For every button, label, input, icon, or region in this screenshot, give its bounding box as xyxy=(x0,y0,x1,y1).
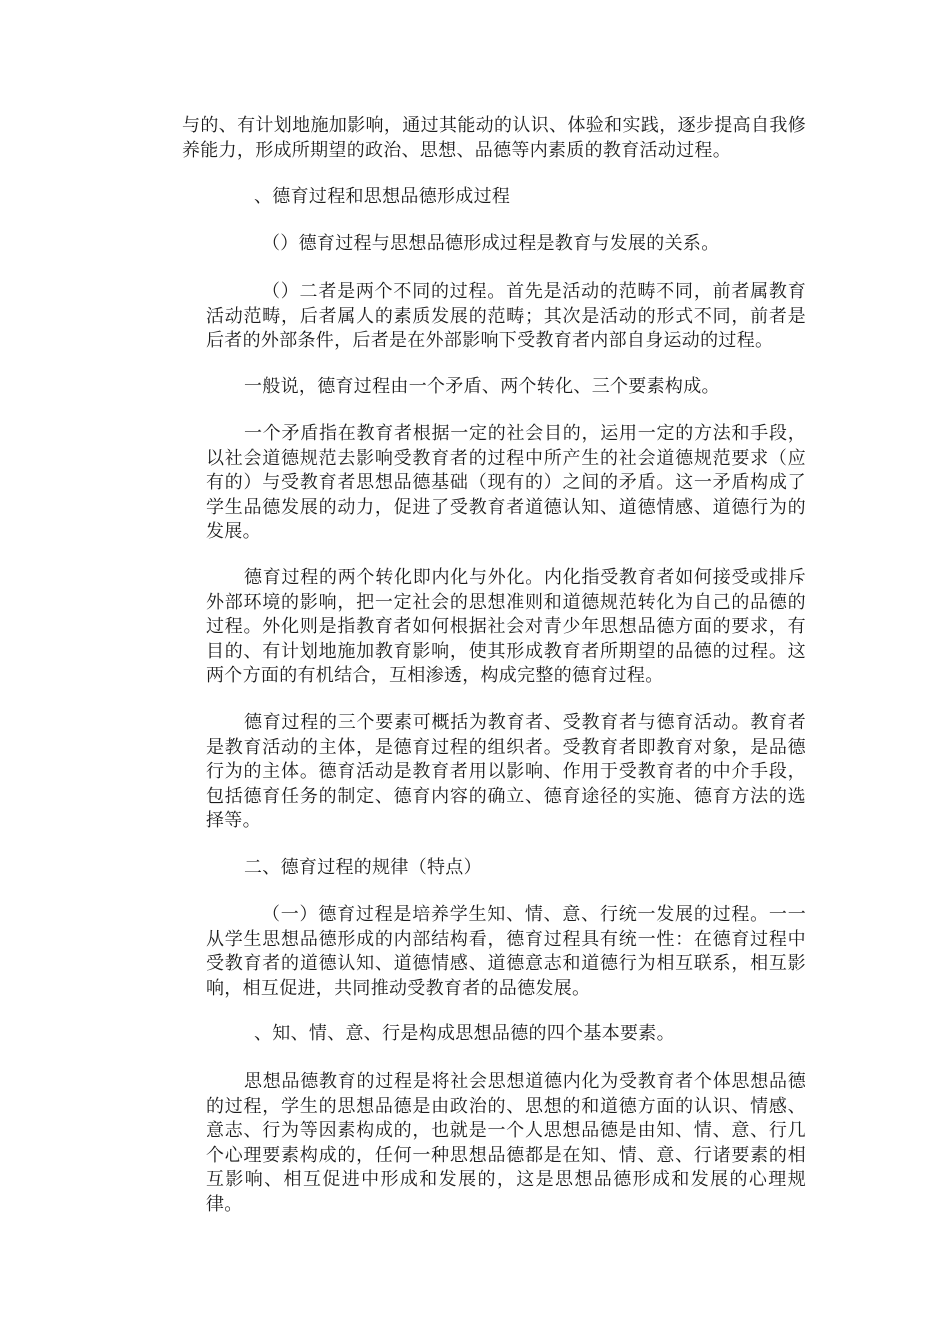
paragraph-4: 一般说，德育过程由一个矛盾、两个转化、三个要素构成。 xyxy=(244,376,720,397)
paragraph-5: 一个矛盾指在教育者根据一定的社会目的，运用一定的方法和手段，以社会道德规范去影响受教育者的过程中所产生的社会道德规范要求（应有的）与受教育者思想品德基础（现有的）之间的矛盾。这一矛盾构成了学生品德发展的动力，促进了受教育者道德认知、道德情感、道德行为的发展。 xyxy=(206,423,806,542)
section-heading-2: 二、德育过程的规律（特点） xyxy=(244,857,482,878)
paragraph-8: （一）德育过程是培养学生知、情、意、行统一发展的过程。一一从学生思想品德形成的内部结构看，德育过程具有统一性：在德育过程中受教育者的道德认知、道德情感、道德意志和道德行为相互联系，相互影响，相互促进，共同推动受教育者的品德发展。 xyxy=(206,904,806,999)
paragraph-6: 德育过程的两个转化即内化与外化。内化指受教育者如何接受或排斥外部环境的影响，把一定社会的思想准则和道德规范转化为自己的品德的过程。外化则是指教育者如何根据社会对青少年思想品德方面的要求，有目的、有计划地施加教育影响，使其形成教育者所期望的品德的过程。这两个方面的有机结合，互相渗透，构成完整的德育过程。 xyxy=(206,567,806,686)
paragraph-2: （）德育过程与思想品德形成过程是教育与发展的关系。 xyxy=(262,233,720,254)
section-heading-1: 、德育过程和思想品德形成过程 xyxy=(254,186,511,207)
paragraph-7: 德育过程的三个要素可概括为教育者、受教育者与德育活动。教育者是教育活动的主体，是德育过程的组织者。受教育者即教育对象，是品德行为的主体。德育活动是教育者用以影响、作用于受教育者的中介手段，包括德育任务的制定、德育内容的确立、德育途径的实施、德育方法的选择等。 xyxy=(206,712,806,831)
paragraph-9: 、知、情、意、行是构成思想品德的四个基本要素。 xyxy=(254,1023,675,1044)
paragraph-10: 思想品德教育的过程是将社会思想道德内化为受教育者个体思想品德的过程，学生的思想品德是由政治的、思想的和道德方面的认识、情感、意志、行为等因素构成的，也就是一个人思想品德是由知、情、意、行几个心理要素构成的，任何一种思想品德都是在知、情、意、行诸要素的相互影响、相互促进中形成和发展的，这是思想品德形成和发展的心理规律。 xyxy=(206,1071,806,1215)
paragraph-1: 与的、有计划地施加影响，通过其能动的认识、体验和实践，逐步提高自我修养能力，形成所期望的政治、思想、品德等内素质的教育活动过程。 xyxy=(182,115,806,161)
paragraph-3: （）二者是两个不同的过程。首先是活动的范畴不同，前者属教育活动范畴，后者属人的素质发展的范畴；其次是活动的形式不同，前者是后者的外部条件，后者是在外部影响下受教育者内部自身运动的过程。 xyxy=(206,281,806,351)
